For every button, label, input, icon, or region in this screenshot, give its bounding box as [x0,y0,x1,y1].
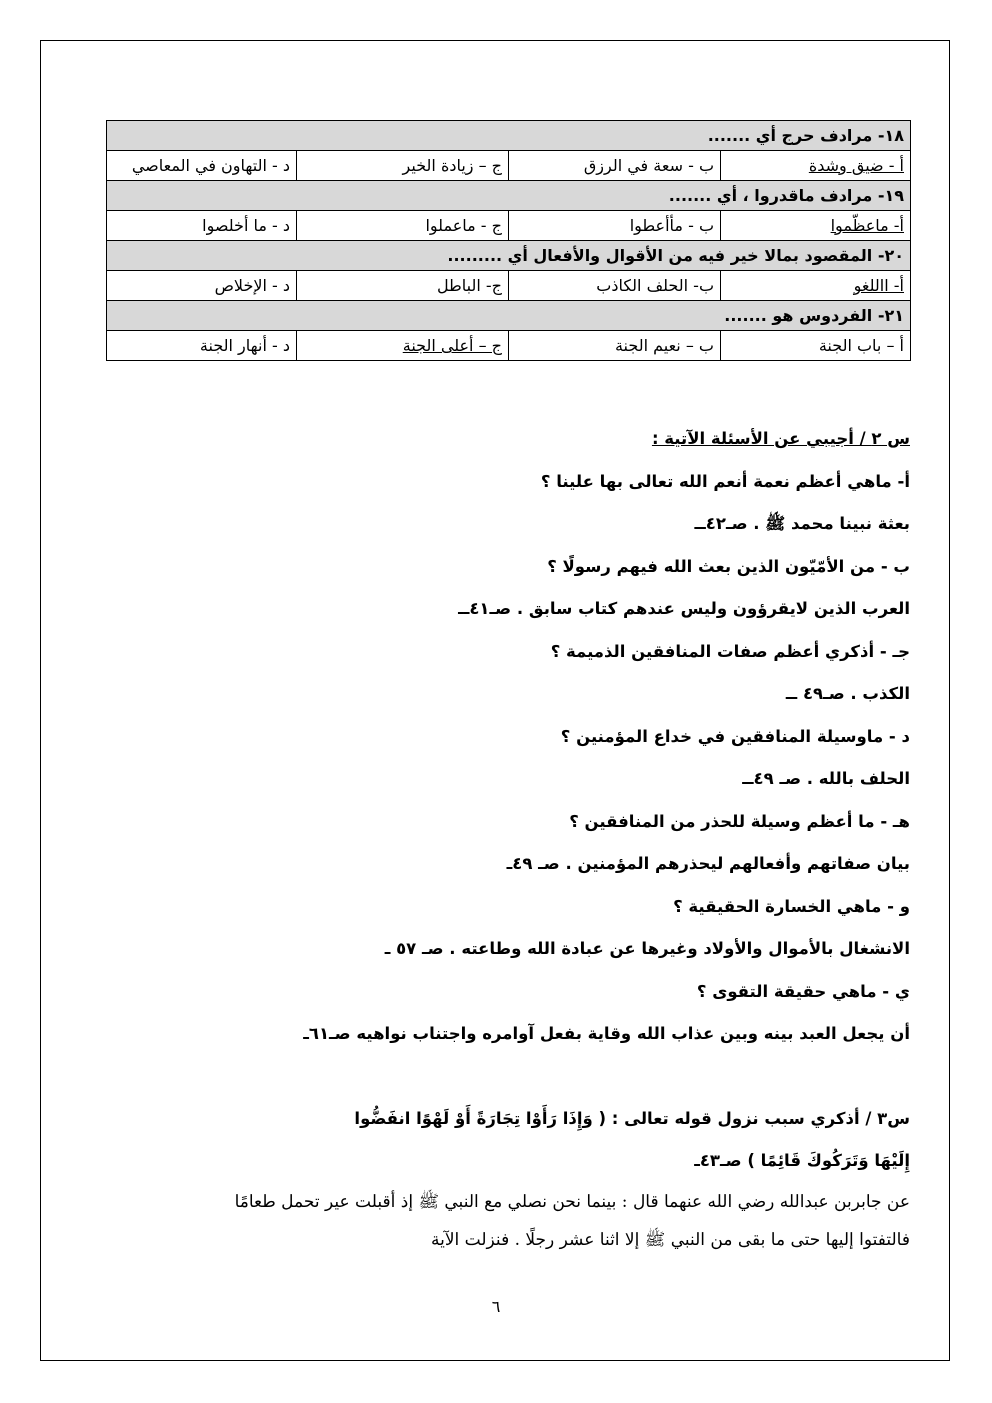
section3-answer-line2: فالتفتوا إليها حتى ما بقى من النبي ﷺ إلا اثنا عشر رجلًا . فنزلت الآية [431,1229,910,1250]
spacer [90,1056,910,1098]
mcq-question: ١٨- مرادف حرج أي ....... [107,121,911,151]
section3-question-line2: إِلَيْهَا وَتَرَكُوكَ قَائِمًا ) صـ٤٣ـ [694,1151,910,1170]
question-text: جـ - أذكري أعظم صفات المنافقين الذميمة ؟ [550,641,910,661]
mcq-option-d: د - الإخلاص [107,271,297,301]
mcq-option-b: ب – نعيم الجنة [509,331,721,361]
question-text: د - ماوسيلة المنافقين في خداع المؤمنين ؟ [560,726,910,746]
mcq-question-row [107,181,911,211]
mcq-option-b: ب - مأأعطوا [509,211,721,241]
mcq-question-row [107,301,911,331]
mcq-option-a: أ – باب الجنة [721,331,911,361]
answer-text: أن يجعل العبد بينه وبين عذاب الله وقاية بفعل آوامره واجتناب نواهيه صـ٦١ـ [303,1024,910,1043]
mcq-option-c: ج - ماعملوا [297,211,509,241]
page-number: ٦ [491,1297,501,1316]
mcq-question-row [107,241,911,271]
mcq-question: ١٩- مرادف ماقدروا ، أي ....... [107,181,911,211]
mcq-option-d: د - أنهار الجنة [107,331,297,361]
question-text: ي - ماهي حقيقة التقوى ؟ [696,981,910,1001]
question-text: أ- ماهي أعظم نعمة أنعم الله تعالى بها علينا ؟ [540,471,910,491]
mcq-options-row [107,211,911,241]
section2-heading: س ٢ / أجيبي عن الأسئلة الآتية : [651,429,910,448]
question-text: و - ماهي الخسارة الحقيقية ؟ [673,896,910,916]
question-text: ب - من الأمّيّون الذين بعث الله فيهم رسولًا ؟ [547,556,910,576]
answer-text: العرب الذين لايقرؤون وليس عندهم كتاب سابق . صـ٤١ــ [458,599,910,618]
section3-answer-line1: عن جابربن عبدالله رضي الله عنهما قال : بينما نحن نصلي مع النبي ﷺ إذ أقبلت عير تحمل طعامًا [234,1191,910,1212]
answers-section [90,418,910,1259]
mcq-option-a: أ- االلغو [721,271,911,301]
mcq-option-d: د - ما أخلصوا [107,211,297,241]
mcq-option-d: د - التهاون في المعاصي [107,151,297,181]
mcq-option-c: ج – أعلى الجنة [297,331,509,361]
mcq-option-c: ج – زيادة الخير [297,151,509,181]
answer-text: الكذب . صـ٤٩ ــ [785,684,910,703]
mcq-question: ٢١- الفردوس هو ....... [107,301,911,331]
mcq-question: ٢٠- المقصود بمالا خير فيه من الأقوال والأفعال أي ......... [107,241,911,271]
mcq-options-row [107,151,911,181]
answer-text: بيان صفاتهم وأفعالهم ليحذرهم المؤمنين . صـ ٤٩ـ [506,854,910,873]
mcq-option-a: أ- ماعظّموا [721,211,911,241]
mcq-option-c: ج- الباطل [297,271,509,301]
answer-text: الحلف بالله . صـ ٤٩ــ [742,769,910,788]
mcq-option-b: ب- الحلف الكاذب [509,271,721,301]
question-text: هـ - ما أعظم وسيلة للحذر من المنافقين ؟ [569,811,910,831]
section3-question-line1: س٣ / أذكري سبب نزول قوله تعالى : ( وَإِذَا رَأَوْا تِجَارَةً أَوْ لَهْوًا انفَضُّوا [354,1108,910,1128]
mcq-question-row [107,121,911,151]
answer-text: الانشغال بالأموال والأولاد وغيرها عن عبادة الله وطاعته . صـ ٥٧ ـ [384,939,910,958]
mcq-options-row [107,331,911,361]
mcq-option-a: أ - ضيق وشدة [721,151,911,181]
mcq-option-b: ب - سعة في الرزق [509,151,721,181]
mcq-options-row [107,271,911,301]
mcq-table [106,120,911,361]
answer-text: بعثة نبينا محمد ﷺ . صـ٤٢ــ [694,514,910,533]
